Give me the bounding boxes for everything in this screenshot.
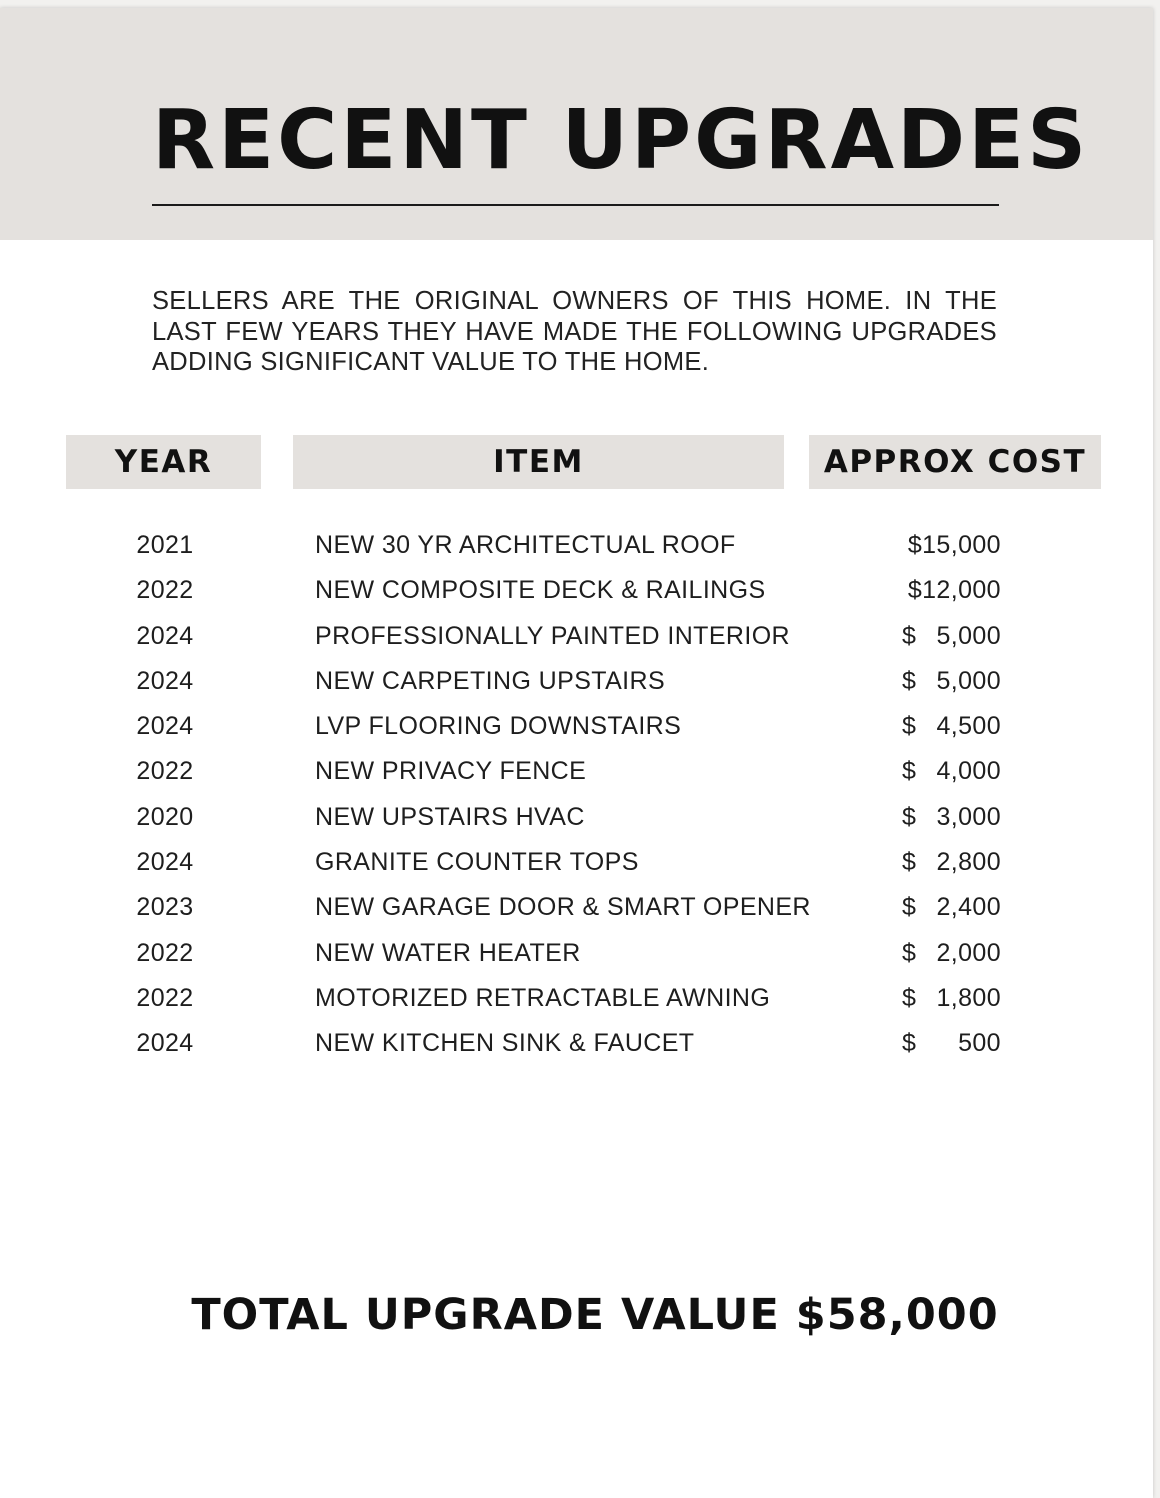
row-cost: [908, 576, 1001, 605]
row-item: PROFESSIONALLY PAINTED INTERIOR: [315, 621, 790, 650]
row-year: 2022: [136, 938, 194, 967]
table-row: [0, 751, 1153, 796]
header-band: [0, 8, 1153, 240]
row-cost: [908, 531, 1001, 560]
table-row: [0, 887, 1153, 932]
row-year: 2024: [136, 712, 194, 741]
title-underline: [152, 204, 999, 206]
row-year: 2024: [136, 1029, 194, 1058]
row-amount: 2,400: [936, 893, 1001, 922]
row-year: 2020: [136, 802, 194, 831]
row-currency: $: [902, 1029, 917, 1058]
row-item: NEW 30 YR ARCHITECTUAL ROOF: [315, 531, 736, 559]
row-amount: 15,000: [922, 531, 1001, 559]
row-year: 2022: [136, 757, 194, 786]
row-year: 2022: [136, 576, 194, 605]
row-amount: 500: [958, 1029, 1001, 1058]
row-year: 2023: [136, 893, 194, 922]
row-amount: 4,500: [936, 712, 1001, 741]
row-year: 2024: [136, 666, 194, 695]
row-currency: $: [907, 531, 923, 559]
row-item: NEW CARPETING UPSTAIRS: [315, 666, 666, 695]
row-year: 2024: [136, 621, 194, 650]
column-header-year: YEAR: [66, 435, 261, 489]
table-row: [0, 616, 1153, 661]
row-currency: $: [902, 757, 917, 786]
row-year: 2021: [136, 531, 194, 559]
row-year: 2022: [136, 983, 194, 1012]
row-item: GRANITE COUNTER TOPS: [315, 848, 639, 877]
total-upgrade-value: TOTAL UPGRADE VALUE $58,000: [191, 1290, 999, 1340]
table-row: [0, 933, 1153, 978]
table-row: [0, 842, 1153, 887]
row-currency: $: [902, 802, 917, 831]
row-item: NEW PRIVACY FENCE: [315, 757, 587, 786]
row-amount: 3,000: [936, 802, 1001, 831]
row-amount: 1,800: [936, 983, 1001, 1012]
row-currency: $: [907, 576, 923, 605]
table-row: [0, 797, 1153, 842]
table-row: [0, 525, 1153, 570]
row-currency: $: [902, 712, 917, 741]
upgrades-table-body: [0, 525, 1153, 1069]
row-item: MOTORIZED RETRACTABLE AWNING: [315, 983, 771, 1012]
intro-paragraph: SELLERS ARE THE ORIGINAL OWNERS OF THIS HOME. IN THE LAST FEW YEARS THEY HAVE MADE THE FOLLOWING UPGRADES ADDING SIGNIFICANT VALUE TO THE HOME.: [152, 287, 997, 376]
column-header-cost: APPROX COST: [809, 435, 1101, 489]
row-amount: 4,000: [936, 757, 1001, 786]
row-item: NEW COMPOSITE DECK & RAILINGS: [315, 576, 766, 605]
row-item: NEW UPSTAIRS HVAC: [315, 802, 585, 831]
row-currency: $: [902, 666, 917, 695]
row-amount: 2,800: [936, 848, 1001, 877]
row-year: 2024: [136, 848, 194, 877]
row-item: NEW GARAGE DOOR & SMART OPENER: [315, 893, 811, 922]
row-amount: 5,000: [936, 666, 1001, 695]
page-title: RECENT UPGRADES: [152, 93, 1090, 188]
row-item: LVP FLOORING DOWNSTAIRS: [315, 712, 682, 741]
row-currency: $: [902, 621, 917, 650]
table-row: [0, 706, 1153, 751]
row-currency: $: [902, 893, 917, 922]
table-row: [0, 661, 1153, 706]
document-sheet: [0, 8, 1153, 1498]
table-row: [0, 978, 1153, 1023]
row-currency: $: [902, 983, 917, 1012]
row-currency: $: [902, 848, 917, 877]
table-row: [0, 1023, 1153, 1068]
row-item: NEW WATER HEATER: [315, 938, 581, 967]
row-amount: 5,000: [936, 621, 1001, 650]
row-currency: $: [902, 938, 917, 967]
row-amount: 12,000: [922, 576, 1001, 605]
row-amount: 2,000: [936, 938, 1001, 967]
row-item: NEW KITCHEN SINK & FAUCET: [315, 1029, 695, 1058]
column-header-item: ITEM: [293, 435, 784, 489]
table-row: [0, 570, 1153, 615]
